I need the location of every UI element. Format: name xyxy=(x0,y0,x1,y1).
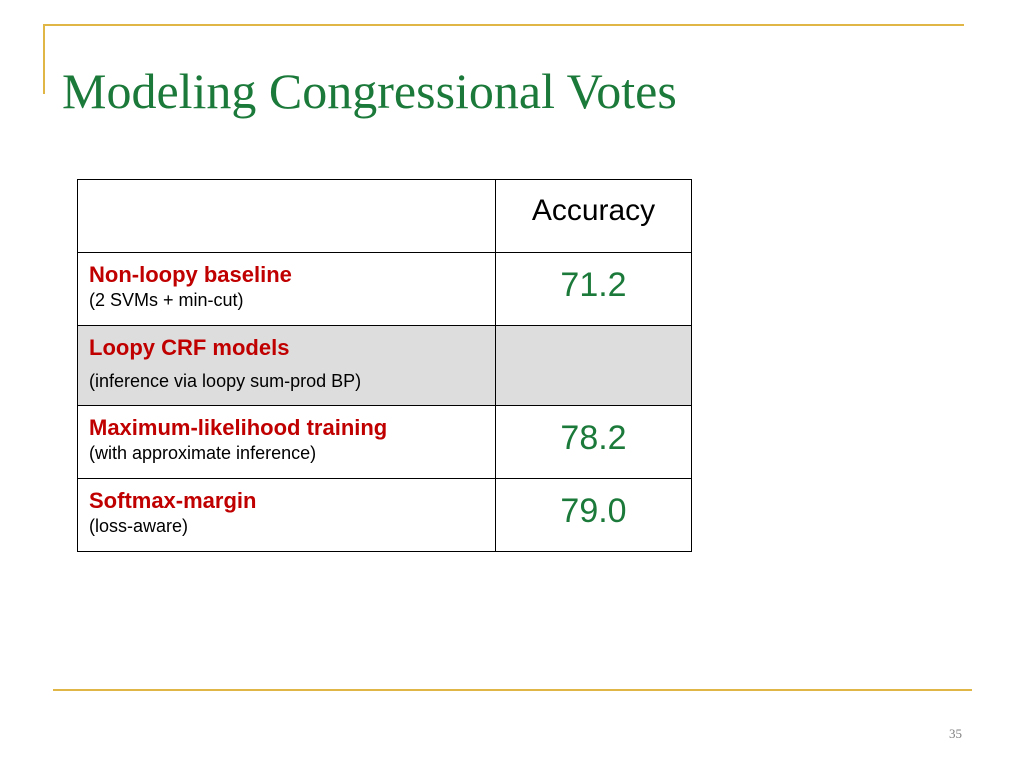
table-row xyxy=(78,253,692,326)
row-value-cell xyxy=(496,253,692,326)
row-label: Loopy CRF models xyxy=(89,335,290,360)
results-table xyxy=(77,179,692,552)
header-accuracy-label: Accuracy xyxy=(531,194,656,227)
footer-divider xyxy=(53,689,972,691)
header-accuracy-cell xyxy=(496,180,692,253)
row-sublabel: (inference via loopy sum-prod BP) xyxy=(89,371,362,391)
table-header-row xyxy=(78,180,692,253)
row-sublabel: (2 SVMs + min-cut) xyxy=(89,290,244,310)
row-accuracy-value: 71.2 xyxy=(560,266,627,304)
row-value-cell xyxy=(496,479,692,552)
frame-left-line xyxy=(43,24,45,94)
row-accuracy-value: 79.0 xyxy=(560,492,627,530)
row-accuracy-value xyxy=(496,326,691,339)
slide-title: Modeling Congressional Votes xyxy=(62,63,677,119)
row-accuracy-value: 78.2 xyxy=(560,419,627,457)
table-row-shaded xyxy=(78,326,692,406)
frame-top-line xyxy=(43,24,964,26)
row-sublabel: (with approximate inference) xyxy=(89,443,317,463)
row-label-cell xyxy=(78,479,496,552)
row-label-cell xyxy=(78,406,496,479)
table-row xyxy=(78,406,692,479)
header-empty-cell xyxy=(78,180,496,253)
row-label: Non-loopy baseline xyxy=(89,262,292,287)
row-value-cell xyxy=(496,406,692,479)
row-sublabel: (loss-aware) xyxy=(89,516,189,536)
row-label: Softmax-margin xyxy=(89,488,257,513)
table-row xyxy=(78,479,692,552)
row-label: Maximum-likelihood training xyxy=(89,415,388,440)
row-value-cell xyxy=(496,326,692,406)
row-label-cell xyxy=(78,326,496,406)
row-label-cell xyxy=(78,253,496,326)
page-number: 35 xyxy=(949,726,962,741)
